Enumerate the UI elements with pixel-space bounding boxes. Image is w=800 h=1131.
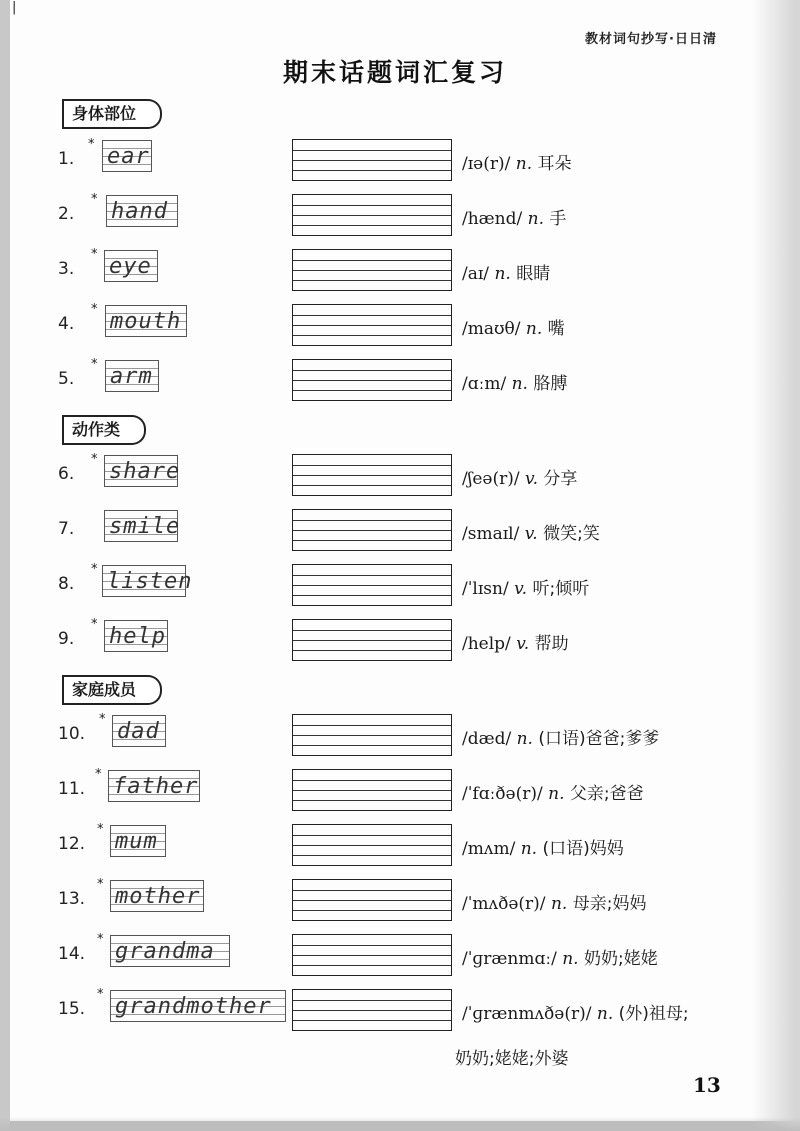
write-lines-box[interactable] xyxy=(292,879,452,921)
definition: /hænd/ n. 手 xyxy=(462,209,567,229)
definition: /ˈlɪsn/ v. 听;倾听 xyxy=(462,579,590,599)
header-tag: 教材词句抄写·日日清 xyxy=(585,32,717,47)
entry-number: 14. xyxy=(58,944,86,964)
corner-mark: | xyxy=(12,0,17,15)
star-mark: * xyxy=(88,137,95,152)
star-mark: * xyxy=(91,192,98,207)
write-lines-box[interactable] xyxy=(292,824,452,866)
bottom-shadow xyxy=(0,1117,800,1131)
vocab-entry xyxy=(0,249,790,289)
definition: /ˈmʌðə(r)/ n. 母亲;妈妈 xyxy=(462,894,647,914)
word-copy-box: father xyxy=(108,770,200,802)
definition: /maʊθ/ n. 嘴 xyxy=(462,319,565,339)
definition: /ˈfɑːðə(r)/ n. 父亲;爸爸 xyxy=(462,784,644,804)
entry-number: 12. xyxy=(58,834,86,854)
write-lines-box[interactable] xyxy=(292,304,452,346)
definition: /ɪə(r)/ n. 耳朵 xyxy=(462,154,572,174)
word-copy-box: mouth xyxy=(105,305,187,337)
star-mark: * xyxy=(95,767,102,782)
entry-number: 7. xyxy=(58,519,75,539)
definition: /ˈɡrænmʌðə(r)/ n. (外)祖母; xyxy=(462,1004,689,1024)
entry-number: 15. xyxy=(58,999,86,1019)
star-mark: * xyxy=(91,562,98,577)
word-copy-box: grandma xyxy=(110,935,230,967)
entry-number: 13. xyxy=(58,889,86,909)
entry-number: 6. xyxy=(58,464,75,484)
vocab-entry xyxy=(0,714,790,754)
entry-number: 8. xyxy=(58,574,75,594)
word-copy-box: mother xyxy=(110,880,204,912)
write-lines-box[interactable] xyxy=(292,139,452,181)
star-mark: * xyxy=(91,617,98,632)
entry-number: 9. xyxy=(58,629,75,649)
write-lines-box[interactable] xyxy=(292,509,452,551)
vocab-entry xyxy=(0,359,790,399)
word-copy-box: arm xyxy=(105,360,159,392)
word-copy-box: eye xyxy=(104,250,158,282)
entry-number: 4. xyxy=(58,314,75,334)
entry-number: 2. xyxy=(58,204,75,224)
page-number: 13 xyxy=(693,1073,721,1097)
entry-number: 10. xyxy=(58,724,86,744)
star-mark: * xyxy=(97,932,104,947)
word-copy-box: help xyxy=(104,620,168,652)
write-lines-box[interactable] xyxy=(292,564,452,606)
star-mark: * xyxy=(91,302,98,317)
section-tag-actions: 动作类 xyxy=(62,415,132,445)
entry-number: 5. xyxy=(58,369,75,389)
definition: /help/ v. 帮助 xyxy=(462,634,569,654)
star-mark: * xyxy=(91,247,98,262)
vocab-entry xyxy=(0,989,790,1029)
entry-number: 3. xyxy=(58,259,75,279)
word-copy-box: grandmother xyxy=(110,990,286,1022)
write-lines-box[interactable] xyxy=(292,249,452,291)
definition: /mʌm/ n. (口语)妈妈 xyxy=(462,839,624,859)
vocab-entry xyxy=(0,769,790,809)
vocab-entry xyxy=(0,509,790,549)
definition: /smaɪl/ v. 微笑;笑 xyxy=(462,524,600,544)
star-mark: * xyxy=(91,357,98,372)
definition: /ʃeə(r)/ v. 分享 xyxy=(462,469,578,489)
definition: /aɪ/ n. 眼睛 xyxy=(462,264,551,284)
star-mark: * xyxy=(97,987,104,1002)
star-mark: * xyxy=(91,452,98,467)
vocab-entry xyxy=(0,564,790,604)
star-mark: * xyxy=(97,822,104,837)
word-copy-box: ear xyxy=(102,140,152,172)
star-mark: * xyxy=(97,877,104,892)
write-lines-box[interactable] xyxy=(292,619,452,661)
write-lines-box[interactable] xyxy=(292,989,452,1031)
word-copy-box: listen xyxy=(102,565,186,597)
word-copy-box: mum xyxy=(110,825,166,857)
word-copy-box: dad xyxy=(112,715,166,747)
vocab-entry xyxy=(0,194,790,234)
write-lines-box[interactable] xyxy=(292,934,452,976)
vocab-entry xyxy=(0,139,790,179)
entry-number: 11. xyxy=(58,779,86,799)
write-lines-box[interactable] xyxy=(292,769,452,811)
write-lines-box[interactable] xyxy=(292,714,452,756)
star-mark: * xyxy=(99,712,106,727)
definition: /dæd/ n. (口语)爸爸;爹爹 xyxy=(462,729,660,749)
page-title: 期末话题词汇复习 xyxy=(282,58,507,87)
write-lines-box[interactable] xyxy=(292,194,452,236)
vocab-entry xyxy=(0,454,790,494)
word-copy-box: hand xyxy=(106,195,178,227)
vocab-entry xyxy=(0,879,790,919)
vocab-entry xyxy=(0,934,790,974)
definition-continued: 奶奶;姥姥;外婆 xyxy=(455,1049,569,1069)
vocab-entry xyxy=(0,619,790,659)
entry-number: 1. xyxy=(58,149,75,169)
section-tag-body-parts: 身体部位 xyxy=(62,99,148,129)
word-copy-box: share xyxy=(104,455,178,487)
write-lines-box[interactable] xyxy=(292,454,452,496)
definition: /ɑːm/ n. 胳膊 xyxy=(462,374,568,394)
definition: /ˈɡrænmɑː/ n. 奶奶;姥姥 xyxy=(462,949,658,969)
section-tag-family: 家庭成员 xyxy=(62,675,148,705)
word-copy-box: smile xyxy=(104,510,178,542)
vocab-entry xyxy=(0,304,790,344)
write-lines-box[interactable] xyxy=(292,359,452,401)
vocab-entry xyxy=(0,824,790,864)
